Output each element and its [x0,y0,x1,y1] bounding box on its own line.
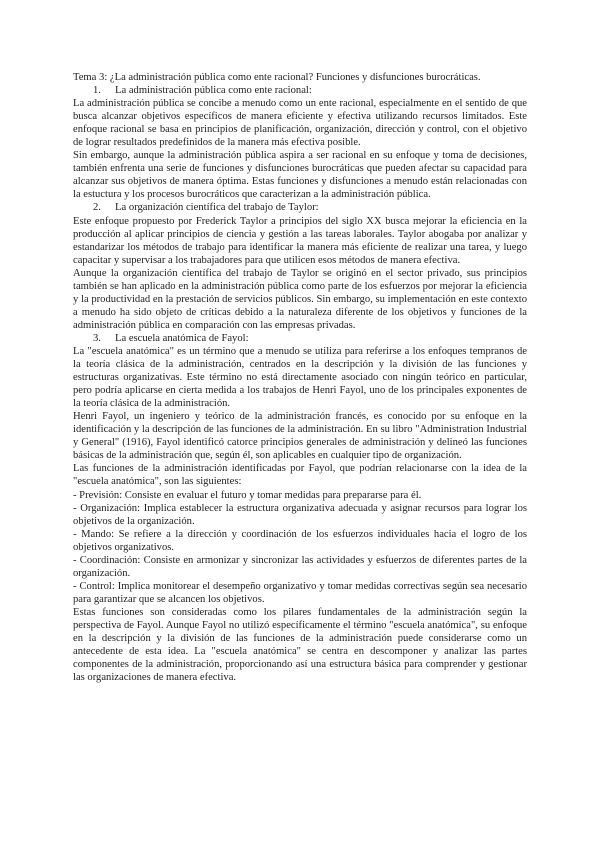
section-3-heading-text: La escuela anatómica de Fayol: [115,332,249,344]
section-1-paragraph-1: La administración pública se concibe a menudo como un ente racional, especialmente en el sentido de que busca alcanzar objetivos específicos de manera eficiente y efectiva utilizando recursos limitados. Este enfoque racional se basa en principios de planificación, organización, dirección y control, con el objetivo de lograr resultados predefinidos de la manera más efectiva posible. [73,98,527,149]
section-3-paragraph-1: La "escuela anatómica" es un término que a menudo se utiliza para referirse a los enfoques tempranos de la teoría clásica de la administración, centrados en la descripción y la división de las funciones y estructuras organizativas. Este término no está directamente asociado con ningún teórico en particular, pero podría aplicarse en cierta medida a los trabajos de Henri Fayol, uno de los principales exponentes de la teoría clásica de la administración. [73,345,527,410]
section-2-paragraph-1: Este enfoque propuesto por Frederick Taylor a principios del siglo XX busca mejorar la eficiencia en la producción al aplicar principios de ciencia y gestión a las tareas laborales. Taylor abogaba por analizar y estandarizar los métodos de trabajo para identificar la manera más eficiente de realizar una tarea, y luego capacitar y supervisar a los trabajadores para que utilicen esos métodos de manera efectiva. [73,215,527,266]
section-2-number: 2. [93,202,101,214]
section-3-closing-paragraph: Estas funciones son consideradas como los pilares fundamentales de la administración según la perspectiva de Fayol. Aunque Fayol no utilizó específicamente el término "escuela anatómica", su enfoque en la descripción y la división de las funciones de la administración puede considerarse como un antecedente de esta idea. La "escuela anatómica" se centra en descomponer y analizar las partes componentes de la administración, proporcionando así una estructura básica para comprender y gestionar las organizaciones de manera efectiva. [73,606,527,684]
section-2-heading [73,201,527,214]
section-2-paragraph-2: Aunque la organización científica del trabajo de Taylor se originó en el sector privado, sus principios también se han aplicado en la administración pública como parte de los esfuerzos por mejorar la eficiencia y la productividad en la prestación de servicios públicos. Sin embargo, su implementación en este contexto a menudo ha sido objeto de críticas debido a la naturaleza diferente de los objetivos y funciones de la administración pública en comparación con las empresas privadas. [73,267,527,331]
section-1-heading [73,84,527,97]
section-3-paragraph-3: Las funciones de la administración identificadas por Fayol, que podrían relacionarse con la idea de la "escuela anatómica", son las siguientes: [73,463,527,488]
section-1-heading-text: La administración pública como ente racional: [115,85,312,97]
section-1-paragraph-2: Sin embargo, aunque la administración pública aspira a ser racional en su enfoque y toma de decisiones, también enfrenta una serie de funciones y disfunciones burocráticas que pueden afectar su capacidad para alcanzar sus objetivos de manera óptima. Estas funciones y disfunciones a menudo están relacionadas con la estuctura y los procesos burocráticos que caracterizan a la administración pública. [73,150,527,201]
section-3-heading [73,332,527,345]
section-3-number: 3. [93,332,101,344]
list-item-mando: - Mando: Se refiere a la dirección y coordinación de los esfuerzos individuales hacia el logro de los objetivos organizativos. [73,528,527,553]
section-1-number: 1. [93,85,101,97]
section-3-paragraph-2: Henri Fayol, un ingeniero y teórico de la administración francés, es conocido por su enfoque en la identificación y la descripción de las funciones de la administración. En su libro "Administration Industrial y General" (1916), Fayol identificó catorce principios generales de administración y delineó las funciones básicas de la administración que, según él, son aplicables en cualquier tipo de organización. [73,411,527,462]
list-item-prevision: - Previsión: Consiste en evaluar el futuro y tomar medidas para prepararse para él. [73,489,422,501]
list-item-coordinacion: - Coordinación: Consiste en armonizar y sincronizar las actividades y esfuerzos de diferentes partes de la organización. [73,554,527,579]
list-item-organizacion: - Organización: Implica establecer la estructura organizativa adecuada y asignar recursos para lograr los objetivos de la organización. [73,502,527,527]
list-item-control: - Control: Implica monitorear el desempeño organizativo y tomar medidas correctivas según sea necesario para garantizar que se alcancen los objetivos. [73,580,527,605]
document-title: Tema 3: ¿La administración pública como ente racional? Funciones y disfunciones burocráticas. [73,72,481,83]
section-2-heading-text: La organización científica del trabajo de Taylor: [115,202,319,214]
